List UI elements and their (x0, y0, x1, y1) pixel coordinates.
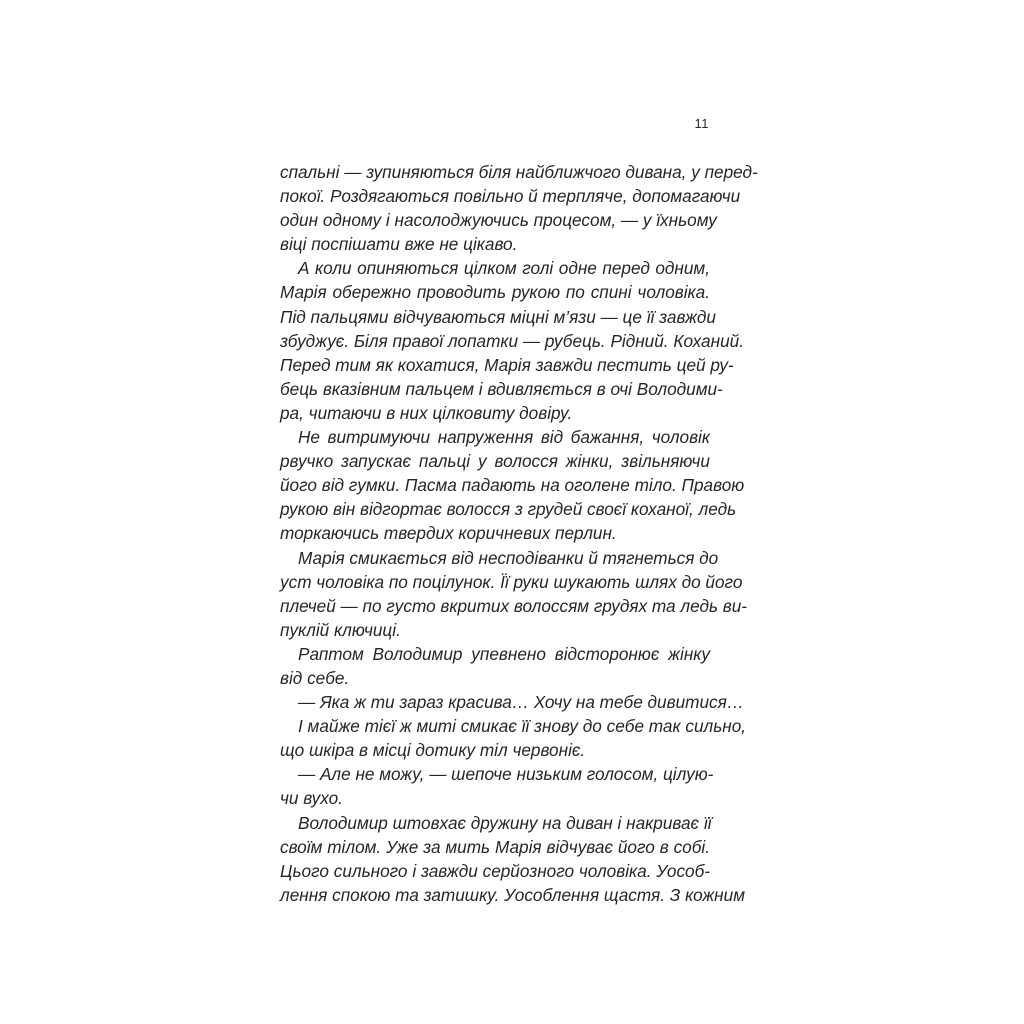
text-line: уст чоловіка по поцілунок. Її руки шукають шлях до його (280, 571, 743, 592)
body-text (280, 160, 758, 907)
text-line: що шкіра в місці дотику тіл червоніє. (280, 740, 586, 761)
text-line: чи вухо. (280, 788, 343, 809)
text-line: своїм тілом. Уже за мить Марія відчуває його в собі. (280, 836, 710, 857)
text-line: Не витримуючи напруження від бажання, чоловік (298, 427, 710, 448)
text-line: бець вказівним пальцем і вдивляється в очі Володими- (280, 378, 723, 399)
text-line: віці поспішати вже не цікаво. (280, 234, 518, 255)
text-line: — Але не можу, — шепоче низьким голосом, цілую- (298, 764, 714, 785)
text-line: рвучко запускає пальці у волосся жінки, звільняючи (280, 451, 710, 472)
text-line: Перед тим як кохатися, Марія завжди пестить цей ру- (280, 354, 734, 375)
text-line: Раптом Володимир упевнено відсторонює жінку (298, 643, 710, 664)
text-line: Під пальцями відчуваються міцні м’язи — це її завжди (280, 306, 716, 327)
text-line: ра, читаючи в них цілковиту довіру. (280, 402, 573, 423)
text-line: рукою він відгортає волосся з грудей своєї коханої, ледь (280, 499, 737, 520)
text-line: спальні — зупиняються біля найближчого дивана, у перед- (280, 162, 758, 182)
text-line: — Яка ж ти зараз красива… Хочу на тебе дивитися… (298, 692, 744, 713)
text-line: покої. Роздягаються повільно й терпляче, допомагаючи (280, 186, 741, 207)
text-line: його від гумки. Пасма падають на оголене тіло. Правою (280, 475, 745, 496)
text-line: один одному і насолоджуючись процесом, — у їхньому (280, 210, 717, 231)
page-number: 11 (694, 116, 709, 131)
text-line: збуджує. Біля правої лопатки — рубець. Рідний. Коханий. (280, 330, 744, 351)
text-line: А коли опиняються цілком голі одне перед одним, (298, 258, 710, 279)
text-line: пуклій ключиці. (280, 619, 401, 640)
text-line: торкаючись твердих коричневих перлин. (280, 523, 617, 544)
text-line: Володимир штовхає дружину на диван і накриває її (298, 812, 712, 833)
text-line: лення спокою та затишку. Уособлення щастя. З кожним (280, 884, 745, 905)
text-line: Цього сильного і завжди серйозного чоловіка. Уособ- (280, 860, 710, 881)
text-line: Марія обережно проводить рукою по спині чоловіка. (280, 282, 710, 303)
text-line: І майже тієї ж миті смикає її знову до себе так сильно, (298, 716, 747, 737)
text-line: плечей — по густо вкритих волоссям грудях та ледь ви- (280, 595, 748, 616)
text-line: Марія смикається від несподіванки й тягнеться до (298, 547, 719, 568)
text-line: від себе. (280, 667, 350, 688)
